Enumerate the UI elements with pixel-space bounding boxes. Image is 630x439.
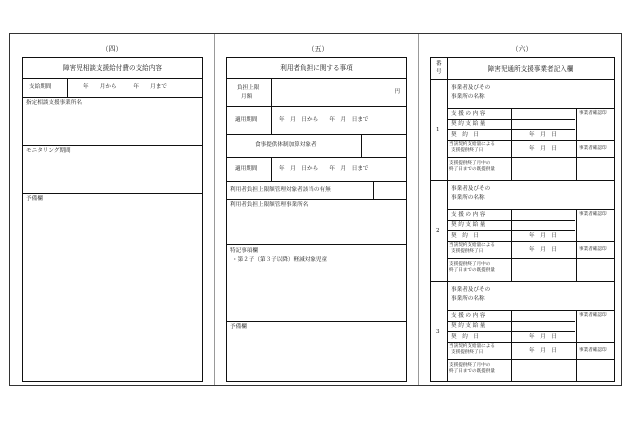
special-notes-row <box>227 245 406 322</box>
office-name-label: 事業所の名称 <box>451 94 485 100</box>
applicable-period-row <box>227 107 406 135</box>
reserve-label: 予備欄 <box>230 324 247 330</box>
divider <box>447 129 575 130</box>
divider <box>271 158 272 181</box>
divider <box>447 119 575 120</box>
provided-amount-label: 終了日までの既提供量 <box>449 268 495 273</box>
cap-management-row <box>227 182 406 200</box>
payment-period-value: 年 月から 年 月まで <box>83 84 167 90</box>
confirm-seal-label: 事業者確認印 <box>579 146 607 151</box>
meal-provision-row <box>227 135 406 158</box>
divider <box>447 220 575 221</box>
divider <box>447 230 575 231</box>
provider-header-row <box>431 58 614 80</box>
provider-entry-2 <box>431 181 614 282</box>
special-notes-item: ・第２子（第３子以降）軽減対象児童 <box>232 257 328 263</box>
divider <box>447 342 614 343</box>
contract-date-label: 契 約 日 <box>451 233 479 239</box>
divider <box>576 210 577 281</box>
applicable-period-value: 年 月 日から 年 月 日まで <box>279 117 369 123</box>
office-name-label: 事業者及びその <box>451 287 491 293</box>
panel-number-6: （六） <box>511 45 533 53</box>
divider <box>447 331 575 332</box>
section-title: 障害児相談支援給付費の支給内容 <box>63 64 162 72</box>
divider <box>447 241 614 242</box>
support-content-label: 支援の内容 <box>451 212 487 218</box>
cap-office-row <box>227 200 406 245</box>
end-date-label: 支援提供終了日 <box>451 350 484 355</box>
provided-amount-label: 終了日までの既提供量 <box>449 369 495 374</box>
divider <box>271 79 272 106</box>
confirm-seal-label: 事業者確認印 <box>579 348 607 353</box>
applicable-period-value: 年 月 日から 年 月 日まで <box>279 166 369 172</box>
contract-date-value: 年 月 日 <box>529 233 557 239</box>
cap-management-label: 利用者負担上限額管理対象者該当の有無 <box>230 187 331 193</box>
provider-header-title: 障害児通所支援事業者記入欄 <box>487 65 574 73</box>
entry-number: 2 <box>436 228 440 234</box>
meal-provision-label: 食事提供体制加算対象者 <box>255 142 317 148</box>
designated-office-label: 指定相談支援事業所名 <box>26 100 82 106</box>
provided-amount-label: 支援提供終了月中の <box>449 161 491 166</box>
fold-line <box>214 34 215 385</box>
end-date-label: 当該契約支給量による <box>449 243 495 248</box>
section-title-row <box>227 58 406 79</box>
contract-date-value: 年 月 日 <box>529 132 557 138</box>
entry-detail-grid <box>447 310 614 381</box>
panel-number-4: （四） <box>101 45 123 53</box>
monitoring-period-label: モニタリング期間 <box>26 148 71 154</box>
yen-unit: 円 <box>394 89 400 95</box>
divider <box>361 135 362 157</box>
divider <box>447 157 614 158</box>
provided-amount-label: 支援提供終了月中の <box>449 262 491 267</box>
contract-date-value: 年 月 日 <box>529 334 557 340</box>
office-name-label: 事業所の名称 <box>451 296 485 302</box>
end-date-value: 年 月 日 <box>529 247 557 253</box>
payment-period-row <box>23 79 202 98</box>
provider-entry-box <box>430 57 615 382</box>
entry-number: 3 <box>436 329 440 335</box>
divider <box>271 107 272 134</box>
reserve-label: 予備欄 <box>26 196 43 202</box>
office-name-label: 事業所の名称 <box>451 195 485 201</box>
confirm-seal-label: 事業者確認印 <box>579 313 607 318</box>
confirm-seal-label: 事業者確認印 <box>579 111 607 116</box>
contract-date-label: 契 約 日 <box>451 334 479 340</box>
reserve-row <box>227 322 406 381</box>
end-date-value: 年 月 日 <box>529 348 557 354</box>
cap-office-label: 利用者負担上限額管理事業所名 <box>230 202 309 208</box>
entry-detail-grid <box>447 209 614 281</box>
entry-detail-grid <box>447 108 614 180</box>
burden-cap-label: 負担上限 <box>237 85 260 91</box>
number-header: 番 <box>436 61 442 67</box>
end-date-label: 当該契約支給量による <box>449 142 495 147</box>
contract-amount-label: 契約支給量 <box>451 323 487 329</box>
provider-entry-3 <box>431 282 614 381</box>
applicable-period-label: 適用期間 <box>235 166 258 172</box>
special-notes-label: 特記事項欄 <box>230 248 258 254</box>
divider <box>67 79 68 97</box>
user-burden-box <box>226 57 407 382</box>
end-date-value: 年 月 日 <box>529 146 557 152</box>
contract-amount-label: 契約支給量 <box>451 121 487 127</box>
fold-line <box>418 34 419 385</box>
provided-amount-label: 終了日までの既提供量 <box>449 167 495 172</box>
divider <box>447 359 614 360</box>
support-content-label: 支援の内容 <box>451 111 487 117</box>
end-date-label: 当該契約支給量による <box>449 344 495 349</box>
provider-entry-1 <box>431 80 614 181</box>
section-title-row <box>23 58 202 79</box>
child-consultation-support-box <box>22 57 203 382</box>
end-date-label: 支援提供終了日 <box>451 249 484 254</box>
office-name-label: 事業者及びその <box>451 85 491 91</box>
divider <box>373 182 374 199</box>
divider <box>576 109 577 180</box>
confirm-seal-label: 事業者確認印 <box>579 247 607 252</box>
monitoring-period-row <box>23 146 202 194</box>
burden-cap-row <box>227 79 406 107</box>
support-content-label: 支援の内容 <box>451 313 487 319</box>
designated-office-row <box>23 98 202 146</box>
applicable-period-row <box>227 158 406 182</box>
end-date-label: 支援提供終了日 <box>451 148 484 153</box>
recipient-certificate-sheet <box>9 33 622 386</box>
entry-number: 1 <box>436 127 440 133</box>
panel-number-5: （五） <box>307 45 329 53</box>
contract-amount-label: 契約支給量 <box>451 222 487 228</box>
office-name-label: 事業者及びその <box>451 186 491 192</box>
contract-date-label: 契 約 日 <box>451 132 479 138</box>
number-header: 号 <box>436 69 442 75</box>
divider <box>576 311 577 381</box>
payment-period-label: 支給期間 <box>29 84 52 90</box>
burden-cap-label: 月額 <box>241 94 253 100</box>
reserve-row <box>23 194 202 381</box>
applicable-period-label: 適用期間 <box>235 117 258 123</box>
confirm-seal-label: 事業者確認印 <box>579 212 607 217</box>
divider <box>447 321 575 322</box>
divider <box>447 258 614 259</box>
section-title: 利用者負担に関する事項 <box>280 64 353 72</box>
provided-amount-label: 支援提供終了月中の <box>449 363 491 368</box>
divider <box>447 140 614 141</box>
